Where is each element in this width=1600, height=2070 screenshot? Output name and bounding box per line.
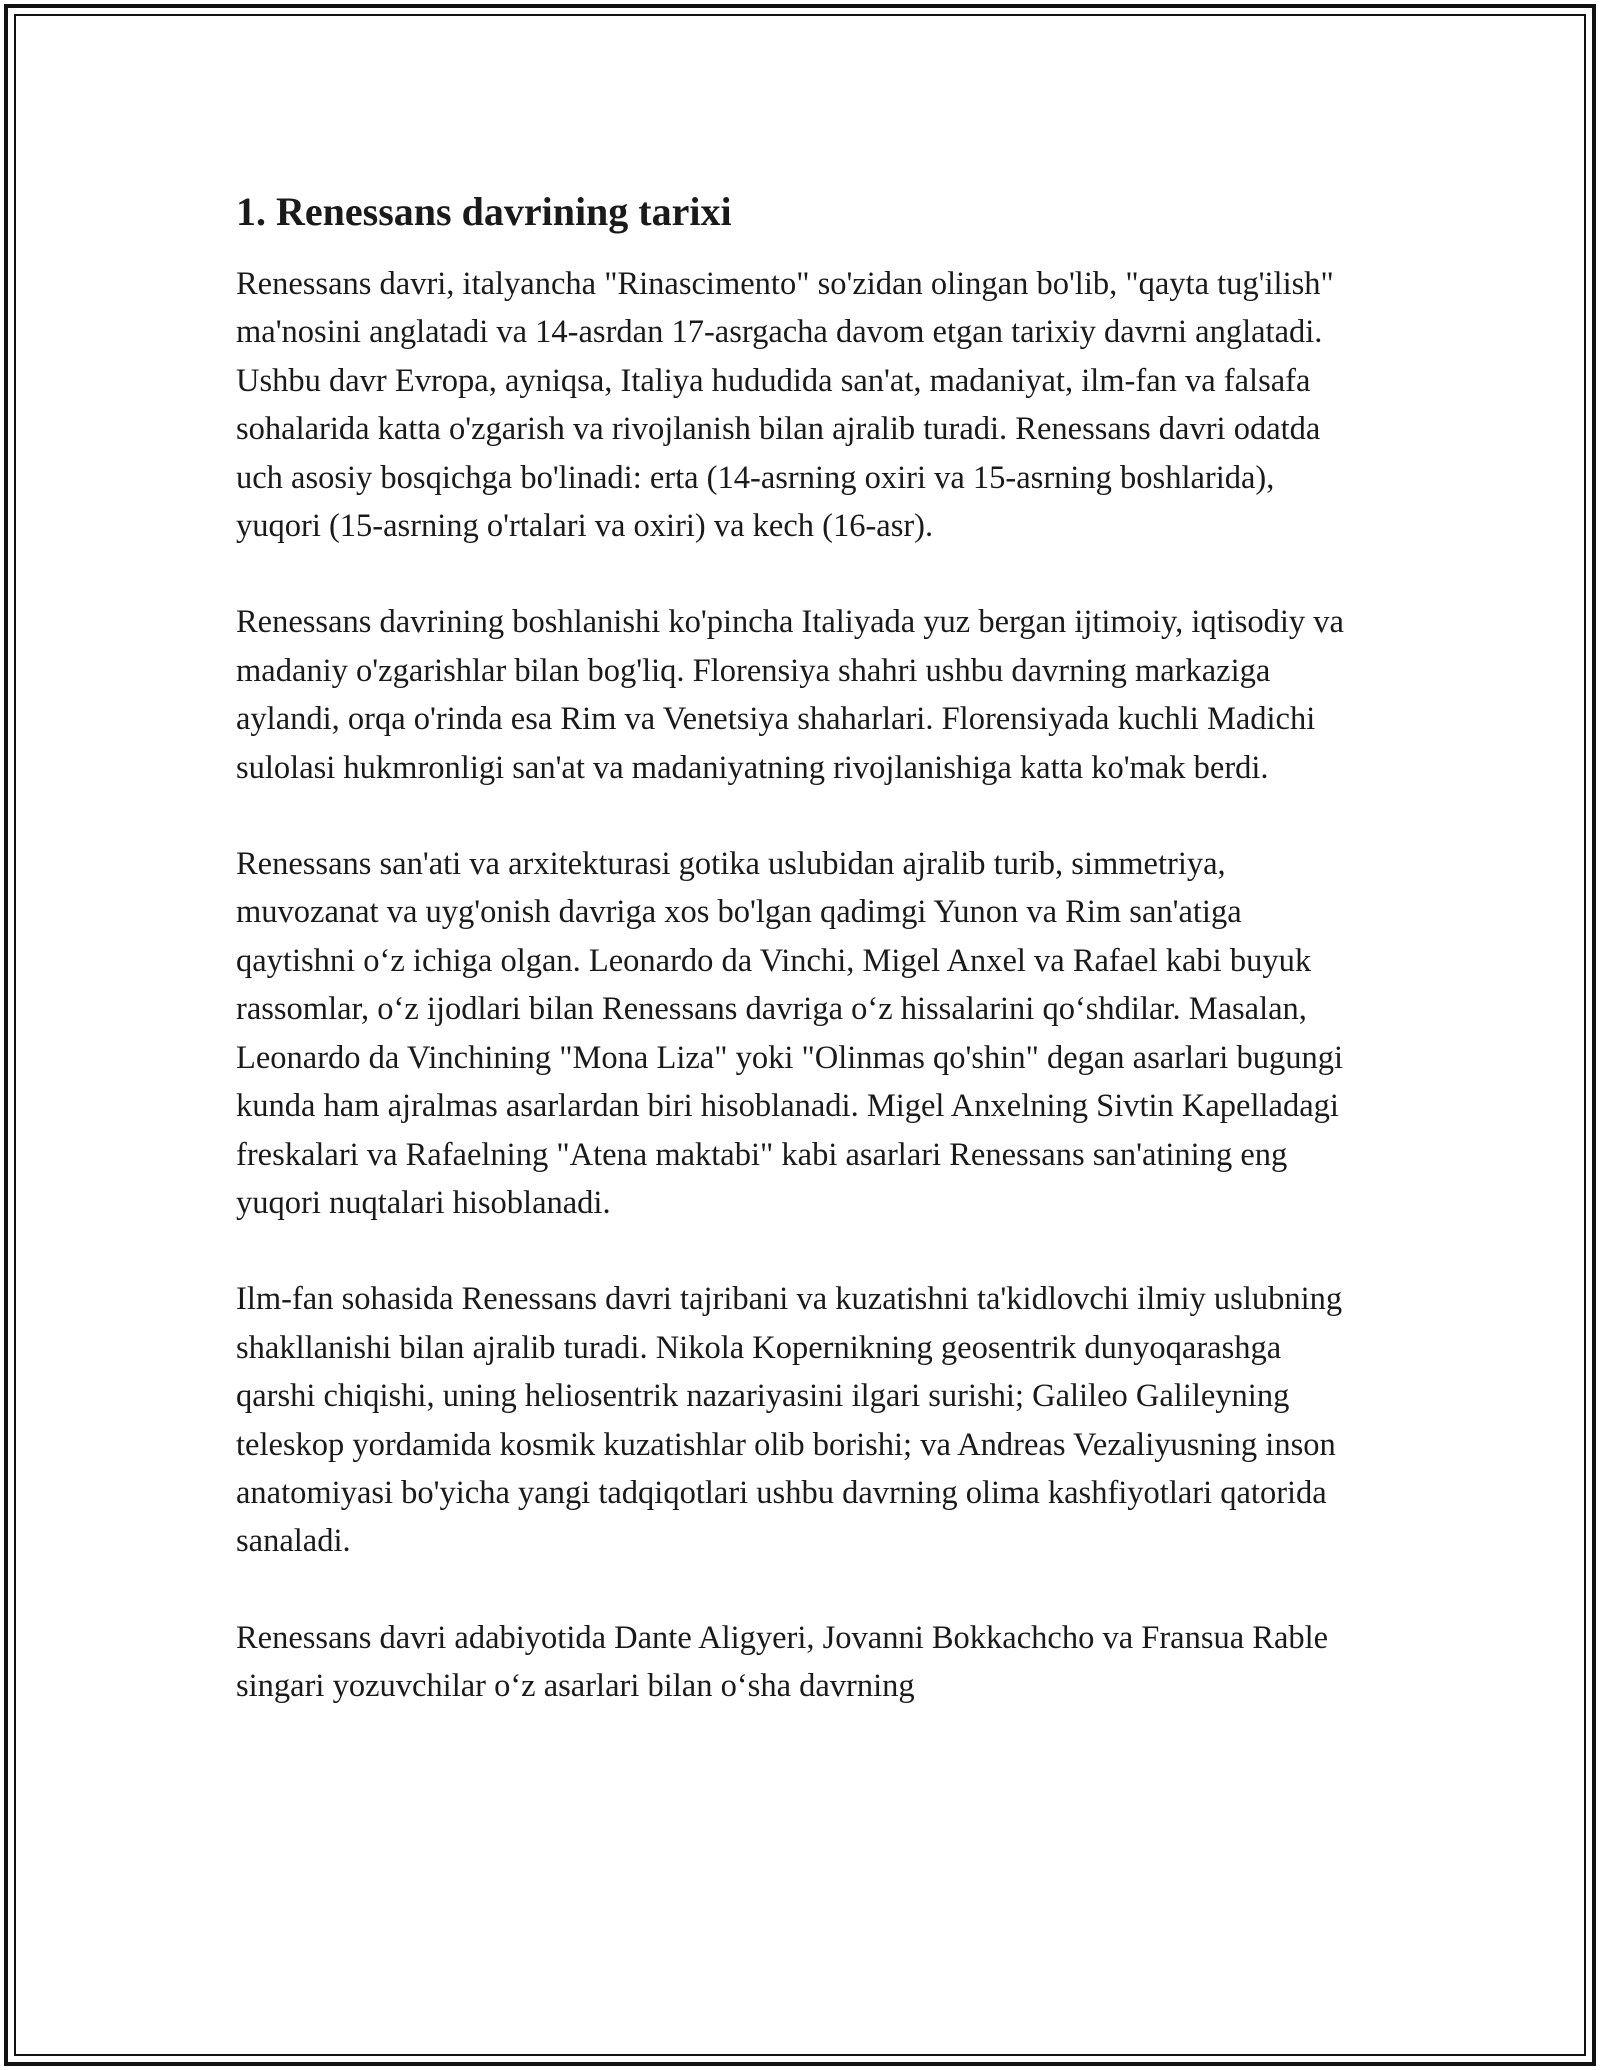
document-body [236,186,1366,1759]
section-heading: 1. Renessans davrining tarixi [236,189,732,234]
paragraph-literature: Renessans davri adabiyotida Dante Aligyeri, Jovanni Bokkachcho va Fransua Rable singari yozuvchilar o‘z asarlari bilan o‘sha davrning [236,1619,1329,1705]
paragraph-science: Ilm-fan sohasida Renessans davri tajribani va kuzatishni ta'kidlovchi ilmiy uslubning shakllanishi bilan ajralib turadi. Nikola Kopernikning geosentrik dunyoqarashga qarshi chiqishi, uning heliosentrik nazariyasini ilgari surishi; Galileo Galileyning teleskop yordamida kosmik kuzatishlar olib borishi; va Andreas Vezaliyusning inson anatomiyasi bo'yicha yangi tadqiqotlari ushbu davrning olima kashfiyotlari qatorida sanaladi. [236,1281,1343,1560]
paragraph-origins: Renessans davrining boshlanishi ko'pincha Italiyada yuz bergan ijtimoiy, iqtisodiy va madaniy o'zgarishlar bilan bog'liq. Florensiya shahri ushbu davrning markaziga aylandi, orqa o'rinda esa Rim va Venetsiya shaharlari. Florensiyada kuchli Madichi sulolasi hukmronligi san'at va madaniyatning rivojlanishiga katta ko'mak berdi. [236,604,1344,786]
paragraph-art: Renessans san'ati va arxitekturasi gotika uslubidan ajralib turib, simmetriya, muvozanat va uyg'onish davriga xos bo'lgan qadimgi Yunon va Rim san'atiga qaytishni o‘z ichiga olgan. Leonardo da Vinchi, Migel Anxel va Rafael kabi buyuk rassomlar, o‘z ijodlari bilan Renessans davriga o‘z hissalarini qo‘shdilar. Masalan, Leonardo da Vinchining "Mona Liza" yoki "Olinmas qo'shin" degan asarlari bugungi kunda ham ajralmas asarlardan biri hisoblanadi. Migel Anxelning Sivtin Kapelladagi freskalari va Rafaelning "Atena maktabi" kabi asarlari Renessans san'atining eng yuqori nuqtalari hisoblanadi. [236,846,1343,1221]
paragraph-intro: Renessans davri, italyancha "Rinascimento" so'zidan olingan bo'lib, "qayta tug'ilish" ma'nosini anglatadi va 14-asrdan 17-asrgacha davom etgan tarixiy davrni anglatadi. Ushbu davr Evropa, ayniqsa, Italiya hududida san'at, madaniyat, ilm-fan va falsafa sohalarida katta o'zgarish va rivojlanish bilan ajralib turadi. Renessans davri odatda uch asosiy bosqichga bo'linadi: erta (14-asrning oxiri va 15-asrning boshlarida), yuqori (15-asrning o'rtalari va oxiri) va kech (16-asr). [236,266,1334,545]
